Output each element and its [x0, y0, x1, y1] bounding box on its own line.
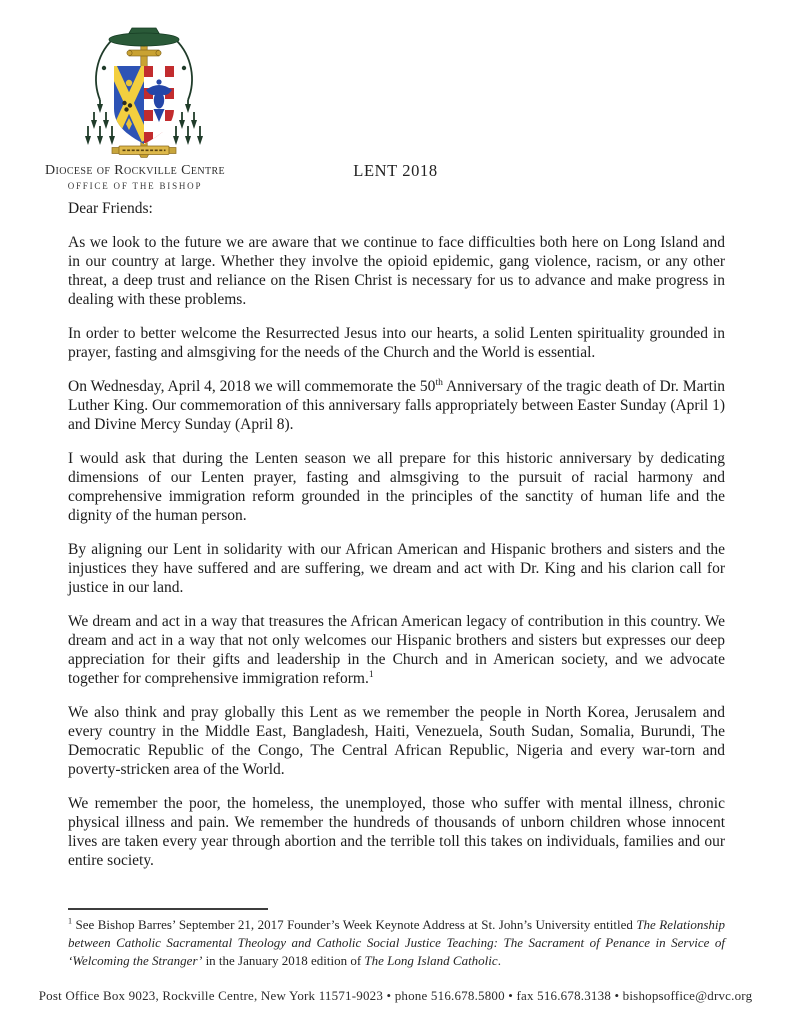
org-name: Diocese of Rockville Centre [44, 163, 226, 178]
footnote-block [68, 908, 725, 970]
paragraph-5: By aligning our Lent in solidarity with our African American and Hispanic brothers and sisters and the injustices they have suffered and are suffering, we dream and act with Dr. King and his clarion call for justice in our land. [68, 541, 725, 596]
letter-title: LENT 2018 [353, 161, 438, 180]
footnote-reference: 1 [368, 668, 374, 680]
paragraph-4: I would ask that during the Lenten season we all prepare for this historic anniversary by dedicating dimensions of our Lenten prayer, fasting and almsgiving to the pursuit of racial harmony and comprehensive immigration reform grounded in the principles of the sanctity of human life and the dignity of the human person. [68, 450, 725, 524]
footnote-text-2: in the January 2018 edition of [202, 953, 365, 968]
shield-left [112, 66, 146, 144]
footnote-publication: The Long Island Catholic [364, 953, 498, 968]
ordinal-superscript: th [435, 376, 443, 388]
greeting: Dear Friends: [68, 200, 153, 217]
footnote-text-1: See Bishop Barres’ September 21, 2017 Founder’s Week Keynote Address at St. John’s University entitled [72, 917, 637, 932]
paragraph-1: As we look to the future we are aware that we continue to face difficulties both here on Long Island and in our country at large. Whether they involve the opioid epidemic, gang violence, racism, or any other threat, a deep trust and reliance on the Risen Christ is necessary for us to advance and make progress in dealing with these problems. [68, 234, 725, 308]
paragraph-2: In order to better welcome the Resurrected Jesus into our hearts, a solid Lenten spirituality grounded in prayer, fasting and almsgiving for the needs of the Church and the World is essential. [68, 325, 725, 361]
letter-body [68, 199, 725, 870]
shield-right [144, 66, 174, 144]
footer-contact-line: Post Office Box 9023, Rockville Centre, New York 11571-9023 • phone 516.678.5800 • fax 516.678.3138 • bishopsoffice@drvc.org [38, 988, 753, 1003]
footnote [68, 916, 725, 970]
footnote-cited-title: The Relationship between Catholic Sacramental Theology and Catholic Social Justice Teaching: The Sacrament of Penance in Service of ‘Welcoming the Stranger’ [68, 917, 725, 968]
paragraph-8: We remember the poor, the homeless, the unemployed, those who suffer with mental illness, chronic physical illness and pain. We remember the hundreds of thousands of unborn children whose innocent lives are taken every year through abortion and the terrible toll this takes on individuals, families and our entire society. [68, 795, 725, 869]
paragraph-6 [68, 612, 725, 688]
office-name: OFFICE OF THE BISHOP [67, 181, 203, 191]
paragraph-3-text: On Wednesday, April 4, 2018 we will commemorate the 50 [68, 378, 436, 395]
footnote-marker: 1 [68, 916, 73, 926]
paragraph-3 [68, 377, 725, 434]
coat-of-arms-icon [84, 26, 204, 158]
footnote-text-3: . [497, 953, 501, 968]
paragraph-7: We also think and pray globally this Lent as we remember the people in North Korea, Jerusalem and every country in the Middle East, Bangladesh, Haiti, Venezuela, South Sudan, Somalia, Burundi, The Democratic Republic of the Congo, The Central African Republic, Nigeria and every war-torn and poverty-stricken area of the World. [68, 704, 725, 778]
paragraph-6-text: We dream and act in a way that treasures the African American legacy of contribution in this country. We dream and act in a way that not only welcomes our Hispanic brothers and sisters but expresses our deep appreciation for their gifts and leadership in the Church and in American society, and we advocate together for comprehensive immigration reform. [68, 613, 725, 687]
footnote-separator [68, 908, 268, 910]
motto-scroll [112, 146, 176, 155]
paragraph-3-text-continued: Anniversary of the tragic death of Dr. Martin Luther King. Our commemoration of this anniversary falls appropriately between Easter Sunday (April 1) and Divine Mercy Sunday (April 8). [68, 378, 726, 433]
galero-hat [109, 28, 179, 46]
